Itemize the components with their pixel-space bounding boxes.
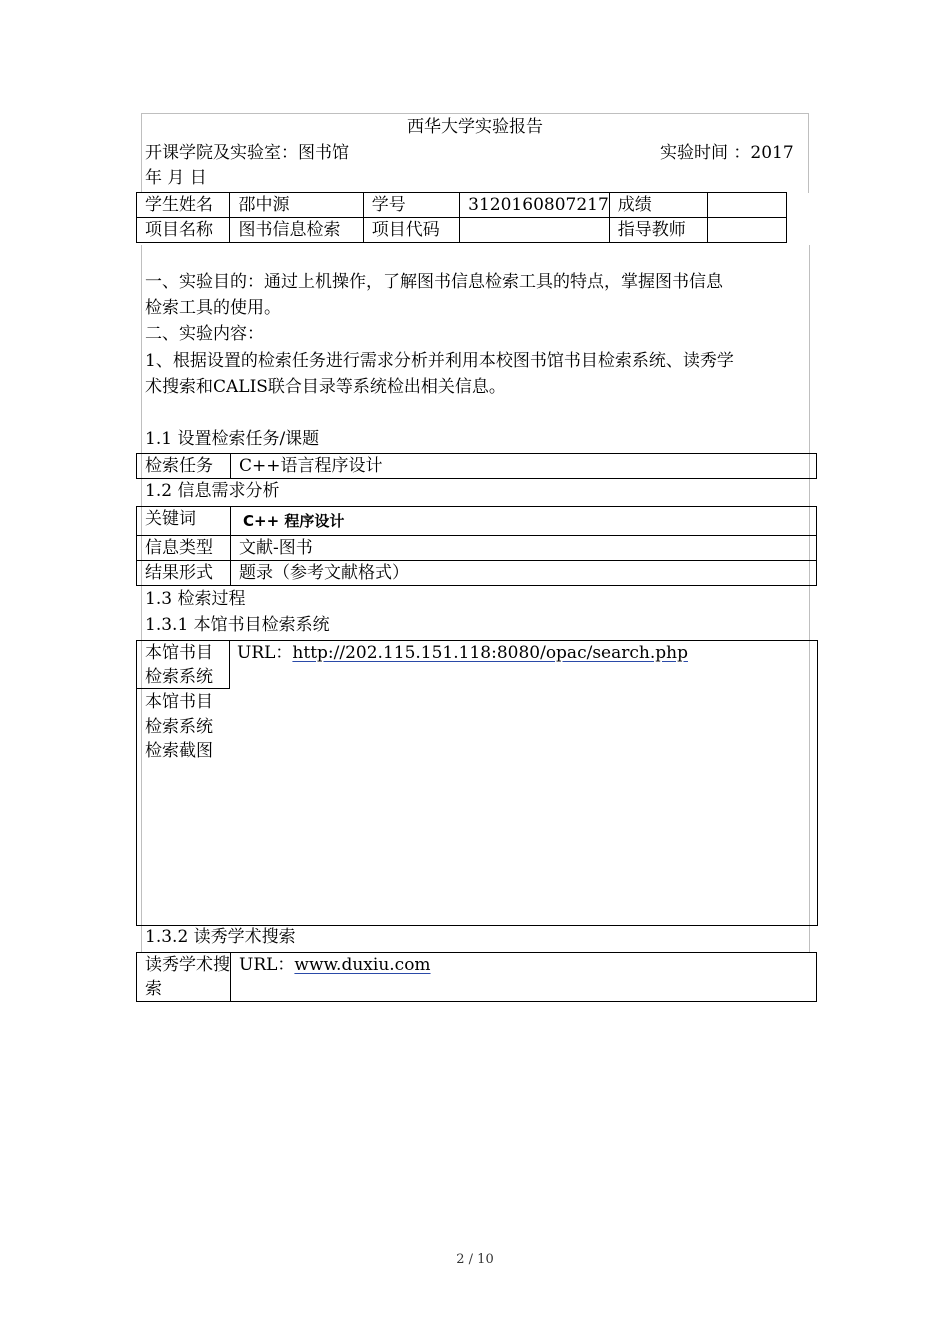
duxiu-url-link[interactable]: www.duxiu.com <box>294 955 431 975</box>
table-row <box>137 561 817 586</box>
task-value: C++语言程序设计 <box>231 454 817 479</box>
project-name-label: 项目名称 <box>137 218 230 243</box>
student-info-table <box>136 192 787 243</box>
opac-url-cell <box>237 641 688 665</box>
duxiu-url-prefix: URL： <box>239 955 295 975</box>
advisor-value <box>708 218 787 243</box>
opac-table <box>136 640 818 926</box>
needs-table <box>136 506 817 586</box>
table-row <box>137 953 817 1002</box>
duxiu-label: 读秀学术搜索 <box>137 953 231 1002</box>
date-line: 年 月 日 <box>145 168 207 188</box>
opac-label-cell <box>137 641 230 689</box>
keyword-value <box>231 507 817 536</box>
content-line-2: 术搜索和CALIS联合目录等系统检出相关信息。 <box>145 377 506 397</box>
table-row <box>137 454 817 479</box>
table-row <box>137 193 787 218</box>
student-name-label: 学生姓名 <box>137 193 230 218</box>
section-1-3-heading: 1.3 检索过程 <box>145 589 246 609</box>
page-number: 2 / 10 <box>456 1252 494 1267</box>
advisor-label: 指导教师 <box>609 218 707 243</box>
report-title: 西华大学实验报告 <box>407 117 543 137</box>
section-1-3-1-heading: 1.3.1 本馆书目检索系统 <box>145 615 330 635</box>
section-1-1-heading: 1.1 设置检索任务/课题 <box>145 429 320 449</box>
duxiu-table <box>136 952 817 1002</box>
info-type-value: 文献-图书 <box>231 536 817 561</box>
task-table <box>136 453 817 479</box>
opac-label: 本馆书目检索系统 <box>145 643 213 687</box>
opac-url-link[interactable]: http://202.115.151.118:8080/opac/search.php <box>292 643 688 663</box>
duxiu-url-cell <box>231 953 817 1002</box>
student-name-value: 邵中源 <box>230 193 363 218</box>
grade-value <box>708 193 787 218</box>
student-id-value: 3120160807217 <box>460 193 610 218</box>
project-code-label: 项目代码 <box>363 218 459 243</box>
keyword-label: 关键词 <box>137 507 231 536</box>
table-row <box>137 507 817 536</box>
result-format-label: 结果形式 <box>137 561 231 586</box>
content-line-1: 1、根据设置的检索任务进行需求分析并利用本校图书馆书目检索系统、读秀学 <box>145 351 734 371</box>
keyword-text: C++ 程序设计 <box>243 512 345 530</box>
project-code-value <box>460 218 610 243</box>
student-id-label: 学号 <box>363 193 459 218</box>
result-format-value: 题录（参考文献格式） <box>231 561 817 586</box>
opac-screenshot-label: 本馆书目检索系统检索截图 <box>145 692 213 761</box>
grade-label: 成绩 <box>609 193 707 218</box>
table-row <box>137 536 817 561</box>
college-label: 开课学院及实验室：图书馆 <box>145 143 349 163</box>
content-heading: 二、实验内容： <box>145 324 264 344</box>
section-1-2-heading: 1.2 信息需求分析 <box>145 481 280 501</box>
table-row <box>137 218 787 243</box>
frame-top-line <box>141 113 809 114</box>
purpose-line-2: 检索工具的使用。 <box>145 298 281 318</box>
section-1-3-2-heading: 1.3.2 读秀学术搜索 <box>145 927 296 947</box>
purpose-line-1: 一、实验目的：通过上机操作，了解图书信息检索工具的特点，掌握图书信息 <box>145 272 723 292</box>
info-type-label: 信息类型 <box>137 536 231 561</box>
project-name-value: 图书信息检索 <box>230 218 363 243</box>
task-label: 检索任务 <box>137 454 231 479</box>
opac-url-prefix: URL： <box>237 643 293 663</box>
time-label: 实验时间 ：2017 <box>660 143 794 163</box>
